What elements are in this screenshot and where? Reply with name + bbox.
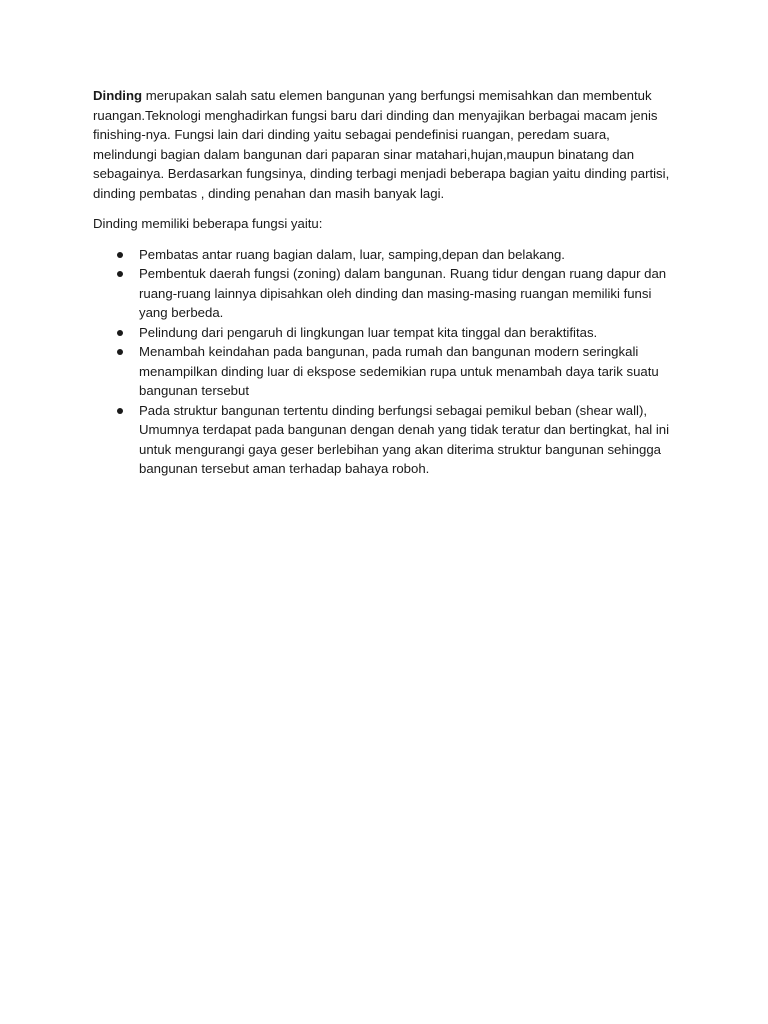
function-list — [93, 245, 675, 479]
bullet-icon — [117, 271, 123, 277]
list-item — [93, 264, 675, 323]
intro-term: Dinding — [93, 88, 143, 103]
list-item — [93, 245, 675, 265]
intro-text: merupakan salah satu elemen bangunan yang berfungsi memisahkan dan membentuk ruangan.Teknologi menghadirkan fungsi baru dari dinding dan menyajikan berbagai macam jenis finishing-nya. Fungsi lain dari dinding yaitu sebagai pendefinisi ruangan, peredam suara, melindungi bagian dalam bangunan dari paparan sinar matahari,hujan,maupun binatang dan sebagainya. Berdasarkan fungsinya, dinding terbagi menjadi beberapa bagian yaitu dinding partisi, dinding pembatas , dinding penahan dan masih banyak lagi. — [93, 88, 670, 201]
list-item-text: Pembatas antar ruang bagian dalam, luar, samping,depan dan belakang. — [139, 246, 565, 262]
bullet-icon — [117, 330, 123, 336]
document-body — [93, 86, 675, 479]
list-item — [93, 323, 675, 343]
intro-paragraph — [93, 86, 675, 203]
list-item-text: Menambah keindahan pada bangunan, pada rumah dan bangunan modern seringkali menampilkan dinding luar di ekspose sedemikian rupa untuk menambah daya tarik suatu bangunan tersebut — [139, 344, 659, 398]
bullet-icon — [117, 252, 123, 258]
list-item-text: Pelindung dari pengaruh di lingkungan luar tempat kita tinggal dan beraktifitas. — [139, 324, 598, 340]
list-item — [93, 342, 675, 401]
bullet-icon — [117, 408, 123, 414]
list-item-text: Pada struktur bangunan tertentu dinding berfungsi sebagai pemikul beban (shear wall), Umumnya terdapat pada bangunan dengan denah yang tidak teratur dan bertingkat, hal ini untuk mengurangi gaya geser berlebihan yang akan diterima struktur bangunan sehingga bangunan tersebut aman terhadap bahaya roboh. — [139, 402, 670, 476]
list-item — [93, 401, 675, 479]
list-heading: Dinding memiliki beberapa fungsi yaitu: — [93, 216, 323, 231]
list-item-text: Pembentuk daerah fungsi (zoning) dalam bangunan. Ruang tidur dengan ruang dapur dan ruang-ruang lainnya dipisahkan oleh dinding dan masing-masing ruangan memiliki funsi yang berbeda. — [139, 266, 667, 320]
bullet-icon — [117, 349, 123, 355]
